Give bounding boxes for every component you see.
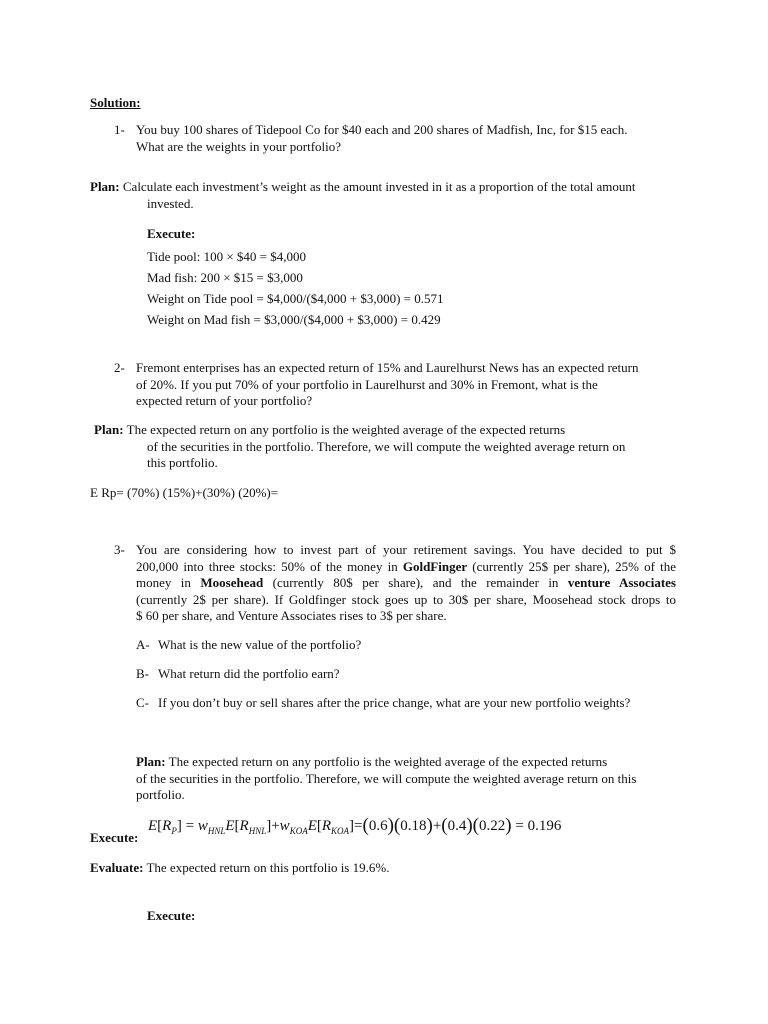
q2-number: 2- (114, 360, 125, 375)
subquestion-text: What return did the portfolio earn? (158, 666, 340, 681)
q3-plan (136, 754, 676, 804)
plan-text: this portfolio. (147, 455, 218, 470)
solution-heading: Solution: (90, 95, 141, 110)
eq-value: 0.6 (368, 818, 388, 834)
q2-line: of 20%. If you put 70% of your portfolio in Laurelhurst and 30% in Fremont, what is the (136, 376, 598, 392)
q3-line (136, 559, 676, 576)
plan-text: portfolio. (136, 787, 185, 802)
q2-formula: E Rp= (70%) (15%)+(30%) (20%)= (90, 485, 279, 500)
eq-symbol: w (197, 818, 208, 834)
q2-question (136, 360, 676, 410)
q2-plan (94, 422, 674, 472)
q1-execute-label: Execute: (147, 226, 196, 241)
q3-question (136, 542, 676, 625)
venture-term: venture Associates (567, 575, 676, 590)
portfolio-return-equation: $E[R_P] = w_{HNL}E[R_{HNL}]+w_{KOA}E[R_{KOA}]=(0.6)(0.18)+(0.4)(0.22) = 0.196$ (148, 815, 562, 836)
eq-value: 0.18 (400, 818, 427, 834)
q3-text: (currently 25$ per share), 25% of the (467, 558, 676, 574)
q2-line: expected return of your portfolio? (136, 393, 313, 408)
eq-symbol: E (307, 818, 317, 834)
eq-sign: = (354, 818, 363, 834)
subquestion-text: What is the new value of the portfolio? (158, 637, 362, 652)
calc-line: Weight on Mad fish = $3,000/($4,000 + $3,000) = 0.429 (147, 312, 441, 327)
subquestion-label: A- (136, 637, 150, 652)
eq-subscript: HNL (207, 826, 226, 836)
calc-line: Mad fish: 200 × $15 = $3,000 (147, 270, 303, 285)
q3-line (136, 575, 676, 592)
q3-execute2-label: Execute: (147, 908, 196, 923)
plan-text: Calculate each investment’s weight as the amount invested in it as a proportion of the total amount (122, 179, 636, 194)
eq-symbol: E (225, 818, 235, 834)
q1-plan (90, 179, 680, 212)
q3-number: 3- (114, 542, 125, 557)
subquestion-label: B- (136, 666, 149, 681)
eq-symbol: E (148, 818, 158, 834)
q3-evaluate (90, 860, 389, 877)
moosehead-term: Moosehead (200, 575, 264, 590)
eq-sign: = (515, 818, 524, 834)
eq-symbol: R (321, 818, 332, 834)
subquestion-item (136, 666, 630, 695)
calc-line: Weight on Tide pool = $4,000/($4,000 + $3,000) = 0.571 (147, 291, 444, 306)
calc-line: Tide pool: 100 × $40 = $4,000 (147, 249, 307, 264)
q3-execute-label: Execute: (90, 830, 139, 845)
q3-subquestions (136, 637, 630, 712)
plan-text: of the securities in the portfolio. Therefore, we will compute the weighted average return on (147, 438, 626, 454)
eq-value: 0.4 (447, 818, 467, 834)
subquestion-text: If you don’t buy or sell shares after the price change, what are your new portfolio weights? (158, 695, 631, 710)
q3-line: You are considering how to invest part of your retirement savings. You have decided to put $ (136, 542, 676, 557)
eq-subscript: HNL (248, 826, 267, 836)
goldfinger-term: GoldFinger (402, 558, 468, 574)
subquestion-item (136, 637, 630, 666)
plan-label: Plan: (90, 179, 120, 194)
plan-text: of the securities in the portfolio. Therefore, we will compute the weighted average return on this (136, 770, 637, 786)
eq-symbol: w (279, 818, 290, 834)
plan-text: invested. (147, 195, 194, 211)
q1-line: You buy 100 shares of Tidepool Co for $40 each and 200 shares of Madfish, Inc, for $15 each. (136, 122, 628, 137)
q3-text: 200,000 into three stocks: 50% of the money in (136, 558, 403, 574)
plan-text: The expected return on any portfolio is the weighted average of the expected returns (168, 754, 608, 769)
q3-line: $ 60 per share, and Venture Associates rises to 3$ per share. (136, 608, 447, 623)
evaluate-label: Evaluate: (90, 860, 144, 875)
plan-label: Plan: (136, 754, 166, 769)
eq-subscript: KOA (289, 826, 308, 836)
eq-subscript: P (171, 826, 177, 836)
q1-question (136, 122, 676, 155)
eq-sign: + (432, 818, 442, 834)
q1-line: What are the weights in your portfolio? (136, 138, 342, 154)
q2-line: Fremont enterprises has an expected return of 15% and Laurelhurst News has an expected return (136, 360, 639, 375)
eq-symbol: R (239, 818, 249, 834)
eq-subscript: KOA (331, 826, 350, 836)
q3-text: (currently 80$ per share), and the remainder in (263, 575, 568, 590)
eq-result: 0.196 (527, 818, 562, 834)
q3-text: money in (136, 575, 201, 590)
q1-number: 1- (114, 122, 125, 137)
plan-label: Plan: (94, 422, 124, 437)
eq-sign: = (185, 818, 195, 834)
subquestion-item (136, 695, 630, 712)
plan-text: The expected return on any portfolio is the weighted average of the expected returns (126, 422, 566, 437)
eq-value: 0.22 (479, 818, 506, 834)
eq-sign: + (271, 818, 280, 834)
q1-calculations (147, 246, 443, 330)
evaluate-text: The expected return on this portfolio is 19.6%. (146, 860, 390, 875)
eq-symbol: R (162, 818, 172, 834)
q3-line: (currently 2$ per share). If Goldfinger stock goes up to 30$ per share, Moosehead stock drops to (136, 591, 676, 607)
subquestion-label: C- (136, 695, 149, 710)
